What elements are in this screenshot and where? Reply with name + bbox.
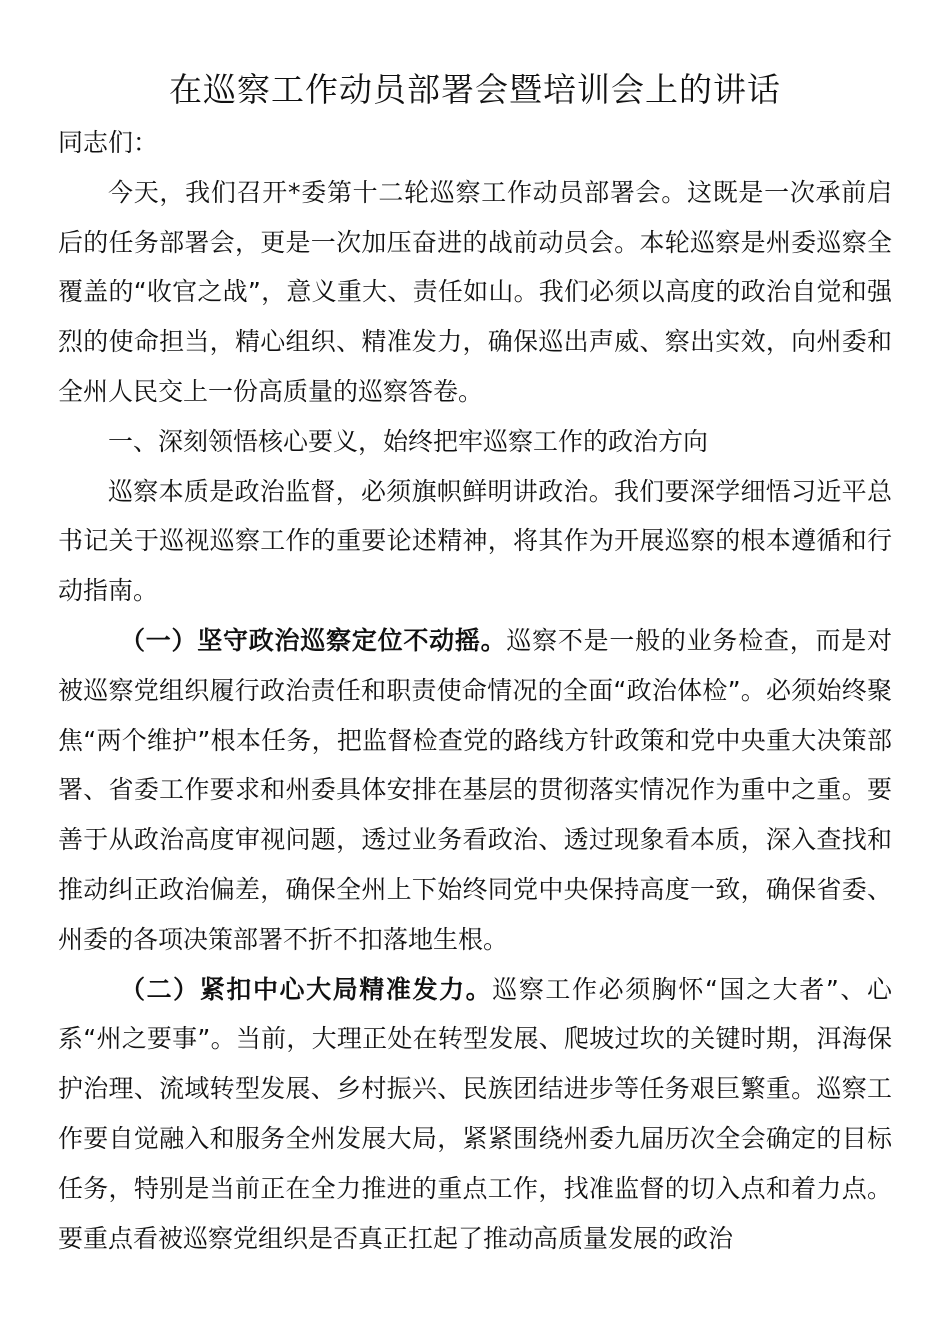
subsection-1-heading: （一）坚守政治巡察定位不动摇。 [120, 625, 507, 655]
document-page [58, 62, 892, 1263]
subsection-2-body: 巡察工作必须胸怀“国之大者”、心系“州之要事”。当前，大理正处在转型发展、爬坡过坎的关键时期，洱海保护治理、流域转型发展、乡村振兴、民族团结进步等任务艰巨繁重。巡察工作要自觉融入和服务全州发展大局，紧紧围绕州委九届历次全会确定的目标任务，特别是当前正在全力推进的重点工作，找准监督的切入点和着力点。要重点看被巡察党组织是否真正扛起了推动高质量发展的政治 [58, 974, 892, 1253]
document-title: 在巡察工作动员部署会暨培训会上的讲话 [169, 70, 781, 109]
subsection-1-body: 巡察不是一般的业务检查，而是对被巡察党组织履行政治责任和职责使命情况的全面“政治体检”。必须始终聚焦“两个维护”根本任务，把监督检查党的路线方针政策和党中央重大决策部署、省委工作要求和州委具体安排在基层的贯彻落实情况作为重中之重。要善于从政治高度审视问题，透过业务看政治、透过现象看本质，深入查找和推动纠正政治偏差，确保全州上下始终同党中央保持高度一致，确保省委、州委的各项决策部署不折不扣落地生根。 [58, 625, 892, 954]
subsection-2-paragraph [58, 965, 892, 1264]
section-1-heading: 一、深刻领悟核心要义，始终把牢巡察工作的政治方向 [108, 426, 709, 456]
section-1-body: 巡察本质是政治监督，必须旗帜鲜明讲政治。我们要深学细悟习近平总书记关于巡视巡察工作的重要论述精神，将其作为开展巡察的根本遵循和行动指南。 [58, 476, 892, 606]
intro-paragraph: 今天，我们召开*委第十二轮巡察工作动员部署会。这既是一次承前启后的任务部署会，更是一次加压奋进的战前动员会。本轮巡察是州委巡察全覆盖的“收官之战”，意义重大、责任如山。我们必须以高度的政治自觉和强烈的使命担当，精心组织、精准发力，确保巡出声威、察出实效，向州委和全州人民交上一份高质量的巡察答卷。 [58, 177, 892, 406]
subsection-1-paragraph [58, 616, 892, 965]
salutation: 同志们： [58, 128, 159, 157]
subsection-2-heading: （二）紧扣中心大局精准发力。 [120, 974, 493, 1004]
